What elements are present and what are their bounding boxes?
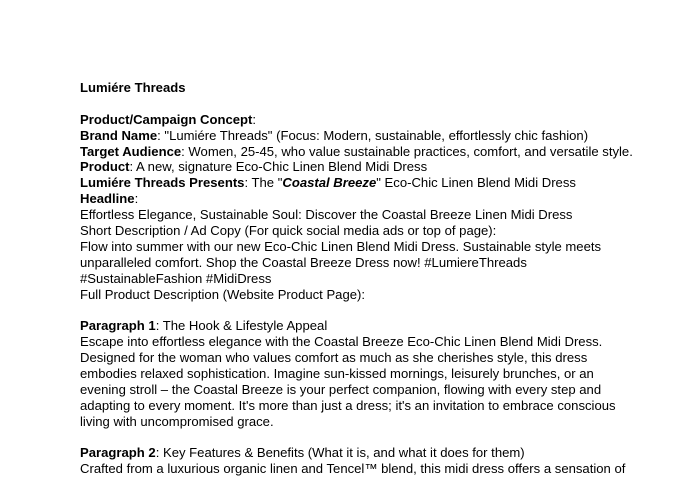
paragraph-1-line: evening stroll – the Coastal Breeze is your perfect companion, flowing with every step and — [80, 381, 602, 397]
paragraph-1-line: embodies relaxed sophistication. Imagine sun-kissed mornings, leisurely brunches, or an — [80, 366, 594, 382]
audience-value: : Women, 25-45, who value sustainable practices, comfort, and versatile style. — [181, 143, 633, 159]
full-desc-label: Full Product Description (Website Product Page): — [80, 286, 366, 302]
headline-label-line: Headline: — [80, 191, 139, 207]
paragraph-1-heading: Paragraph 1: The Hook & Lifestyle Appeal — [80, 318, 328, 334]
spacer — [80, 302, 670, 318]
presents-label: Lumiére Threads Presents — [80, 175, 245, 191]
brand-name-value: : "Lumiére Threads" (Focus: Modern, sustainable, effortlessly chic fashion) — [157, 127, 589, 143]
paragraph-2-line: Crafted from a luxurious organic linen and Tencel™ blend, this midi dress offers a sensation of — [80, 461, 626, 477]
product-label: Product — [80, 159, 130, 175]
brand-name-line — [80, 128, 670, 144]
audience-label: Target Audience — [80, 143, 182, 159]
product-name: Coastal Breeze — [282, 175, 377, 191]
presents-line: Lumiére Threads Presents: The "Coastal Breeze" Eco-Chic Linen Blend Midi Dress — [80, 175, 576, 191]
document-title: Lumiére Threads — [80, 80, 186, 95]
short-desc-line: #SustainableFashion #MidiDress — [80, 270, 272, 286]
spacer — [80, 430, 670, 446]
paragraph-1-line: Designed for the woman who values comfort as much as she cherishes style, this dress — [80, 350, 588, 366]
headline-label: Headline — [80, 191, 135, 207]
headline-text: Effortless Elegance, Sustainable Soul: Discover the Coastal Breeze Linen Midi Dress — [80, 207, 573, 223]
document-page — [80, 80, 670, 477]
paragraph-1-line: adapting to every moment. It's more than just a dress; it's an invitation to embrace conscious — [80, 397, 616, 413]
product-value: : A new, signature Eco-Chic Linen Blend Midi Dress — [129, 159, 428, 175]
paragraph-2-heading: Paragraph 2: Key Features & Benefits (What it is, and what it does for them) — [80, 445, 525, 461]
paragraph-1-line: living with uncompromised grace. — [80, 413, 274, 429]
audience-line — [80, 144, 670, 160]
spacer — [80, 96, 670, 112]
product-line — [80, 159, 670, 175]
paragraph-1-line: Escape into effortless elegance with the Coastal Breeze Eco-Chic Linen Blend Midi Dress. — [80, 334, 603, 350]
concept-heading: Product/Campaign Concept: — [80, 111, 257, 127]
brand-name-label: Brand Name — [80, 127, 158, 143]
short-desc-label: Short Description / Ad Copy (For quick social media ads or top of page): — [80, 223, 497, 239]
short-desc-line: unparalleled comfort. Shop the Coastal Breeze Dress now! #LumiereThreads — [80, 254, 527, 270]
short-desc-line: Flow into summer with our new Eco-Chic Linen Blend Midi Dress. Sustainable style meets — [80, 238, 602, 254]
